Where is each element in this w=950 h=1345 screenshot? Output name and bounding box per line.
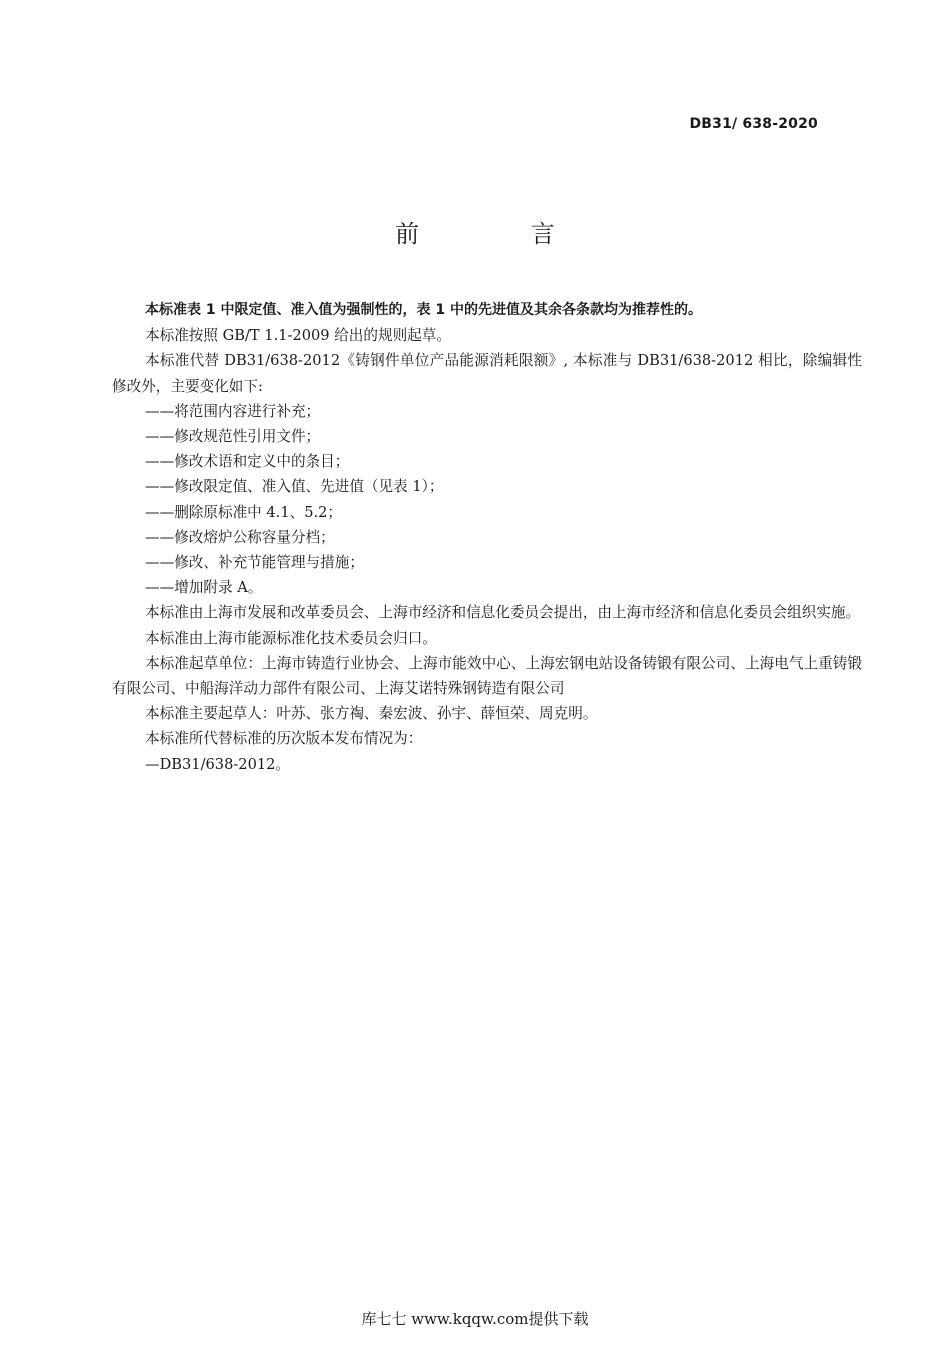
change-item: ——修改规范性引用文件； <box>145 428 321 446</box>
mandatory-clause-paragraph: 本标准表 1 中限定值、准入值为强制性的，表 1 中的先进值及其余各条款均为推荐性的。 <box>145 302 702 318</box>
page-title: 前 言 <box>395 220 607 248</box>
foreword-body <box>112 298 862 777</box>
change-item: ——增加附录 A。 <box>145 579 263 597</box>
change-item: ——删除原标准中 4.1、5.2； <box>145 503 342 521</box>
change-item: ——修改熔炉公称容量分档； <box>145 528 335 546</box>
drafting-units-paragraph: 本标准起草单位：上海市铸造行业协会、上海市能效中心、上海宏钢电站设备铸锻有限公司、上海电气上重铸锻有限公司、中船海洋动力部件有限公司、上海艾诺特殊钢铸造有限公司 <box>112 654 862 698</box>
standard-number: DB31/ 638-2020 <box>689 116 818 132</box>
change-item: ——将范围内容进行补充； <box>145 402 321 420</box>
history-intro-paragraph: 本标准所代替标准的历次版本发布情况为： <box>145 730 423 748</box>
proposer-paragraph: 本标准由上海市发展和改革委员会、上海市经济和信息化委员会提出，由上海市经济和信息化委员会组织实施。 <box>145 604 861 622</box>
management-paragraph: 本标准由上海市能源标准化技术委员会归口。 <box>145 629 437 647</box>
change-item: ——修改、补充节能管理与措施； <box>145 554 364 572</box>
change-item: ——修改限定值、准入值、先进值（见表 1）； <box>145 478 444 496</box>
drafting-rules-paragraph: 本标准按照 GB/T 1.1-2009 给出的规则起草。 <box>145 327 451 345</box>
history-item: —DB31/638-2012。 <box>145 755 291 773</box>
replacement-paragraph: 本标准代替 DB31/638-2012《铸钢件单位产品能源消耗限额》, 本标准与 DB31/638-2012 相比，除编辑性修改外，主要变化如下: <box>112 352 862 395</box>
download-footer: 库七七 www.kqqw.com提供下载 <box>361 1310 589 1328</box>
change-item: ——修改术语和定义中的条目； <box>145 453 350 471</box>
drafters-paragraph: 本标准主要起草人：叶苏、张方祹、秦宏波、孙宇、薛恒荣、周克明。 <box>145 705 598 723</box>
